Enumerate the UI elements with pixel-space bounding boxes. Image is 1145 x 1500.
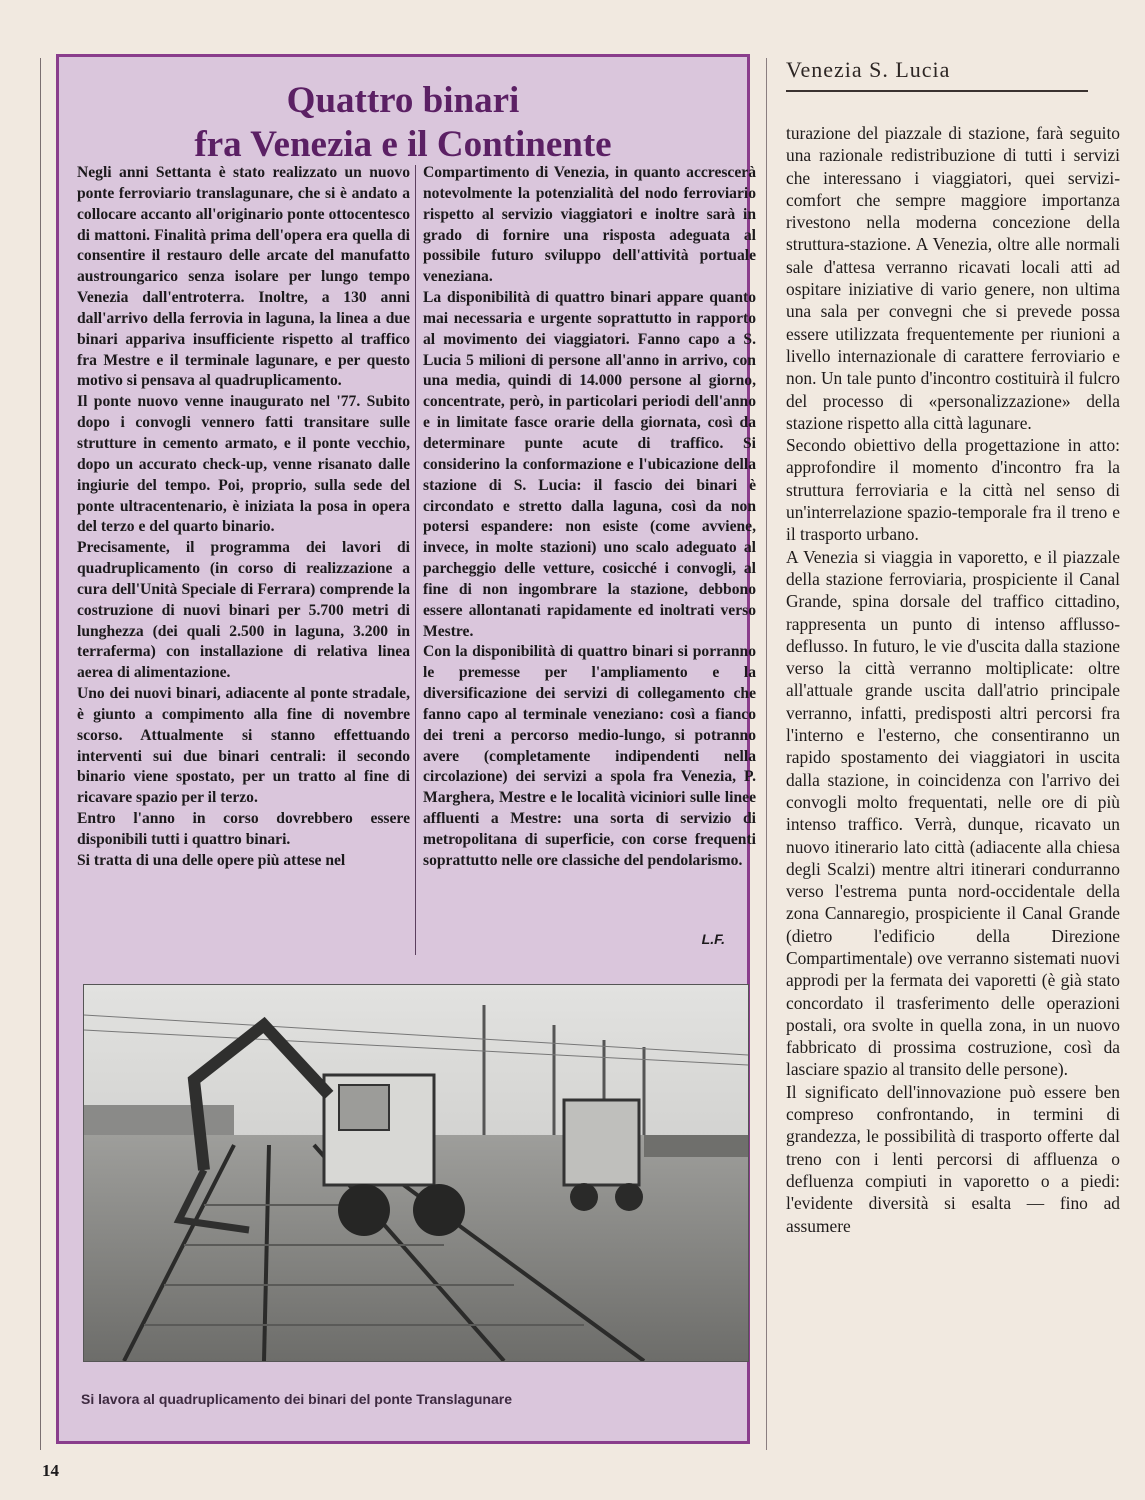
- feature-title-line-2: fra Venezia e il Continente: [194, 124, 612, 165]
- feature-paragraph: La disponibilità di quattro binari appare quanto mai necessaria e urgente soprattutto in rapporto al movimento dei viaggiatori. Fanno capo a S. Lucia 5 milioni di persone all'anno in arrivo, con una media, quindi di 14.000 persone al giorno, concentrate, però, in particolari periodi dell'anno e in limitate fasce orarie della giornata, così da determinare punte acute di traffico. Si considerino la conformazione e l'ubicazione della stazione di S. Lucia: il fascio dei binari è circondato e stretto dalla laguna, così da non potersi espandere: non esiste (come avviene, invece, in molte stazioni) uno scalo adeguato al parcheggio delle vetture, cosicché i convogli, al fine di non ingombrare la stazione, debbono essere allontanati rapidamente ed inoltrati verso Mestre.: [423, 289, 756, 640]
- feature-paragraph: Entro l'anno in corso dovrebbero essere disponibili tutti i quattro binari.: [77, 810, 410, 848]
- feature-column-divider: [415, 165, 416, 955]
- feature-paragraph: Con la disponibilità di quattro binari si porranno le premesse per l'ampliamento e la diversificazione dei servizi di collegamento che fanno capo al terminale veneziano: così a fianco dei treni a percorso medio-lungo, si potranno avere (completamente indipendenti nella circolazione) dei servizi a spola fra Venezia, P. Marghera, Mestre e le località viciniori sulle linee affluenti a Mestre: una sorta di servizio di metropolitana di superficie, con corse frequenti soprattutto nelle ore classiche del pendolarismo.: [423, 643, 756, 869]
- author-signature: L.F.: [701, 931, 725, 947]
- page-number: 14: [42, 1461, 59, 1480]
- feature-title: [59, 79, 747, 167]
- feature-title-line-1: Quattro binari: [286, 80, 520, 121]
- body-paragraph: A Venezia si viaggia in vaporetto, e il piazzale della stazione ferroviaria, prospiciente il Canal Grande, spina dorsale del traffico cittadino, rappresenta un punto di intenso afflusso-deflusso. In futuro, le vie d'uscita dalla stazione verso la città verranno moltiplicate: oltre all'attuale grande uscita dall'atrio principale verranno, infatti, predisposti altri percorsi fra l'interno e l'esterno, che consentiranno un rapido spostamento dei viaggiatori in uscita dalla stazione, in coincidenza con l'arrivo dei convogli molto frequentati, nelle ore di più intenso traffico. Verrà, dunque, ricavato un nuovo itinerario lato città (adiacente alla chiesa degli Scalzi) mentre altri itinerari condurranno verso l'estrema punta nord-occidentale della zona Cannaregio, prospiciente il Canal Grande (dietro l'edificio della Direzione Compartimentale) ove verranno sistemati nuovi approdi per la fermata dei vaporetti (è già stato concordato il trasferimento delle operazioni postali, ora svolte in quella zona, in un nuovo fabbricato di prossima costruzione, così da lasciare spazio al transito delle persone).: [786, 546, 1120, 1080]
- main-column: [786, 122, 1120, 1237]
- track-works-photo: [83, 984, 749, 1362]
- section-header-rule: [786, 90, 1088, 92]
- column-divider: [766, 58, 767, 1450]
- body-paragraph: turazione del piazzale di stazione, farà seguito una razionale redistribuzione di tutti i servizi che interessano i viaggiatori, quei servizi-comfort che sempre maggiore importanza rivestono nella moderna concezione della struttura-stazione. A Venezia, oltre alle normali sale d'attesa verranno ricavati locali atti ad ospitare iniziative di vario genere, non ultima una sala per convegni che si prevede possa essere utilizzata frequentemente per riunioni a livello internazionale di carattere ferroviario e non. Un tale punto d'incontro costituirà il fulcro del processo di «personalizzazione» della stazione rispetto alla città lagunare.: [786, 123, 1120, 433]
- feature-box: [56, 54, 756, 1444]
- left-margin-rule: [40, 58, 41, 1450]
- section-header: Venezia S. Lucia: [786, 57, 951, 82]
- body-paragraph: Secondo obiettivo della progettazione in atto: approfondire il momento d'incontro fra la struttura ferroviaria e la città nel senso di un'interrelazione spazio-temporale fra il treno e il trasporto urbano.: [786, 435, 1120, 545]
- feature-paragraph: Il ponte nuovo venne inaugurato nel '77. Subito dopo i convogli vennero fatti transitare sulle strutture in cemento armato, e il ponte vecchio, dopo un accurato check-up, venne risanato dalle ingiurie del tempo. Poi, proprio, sulla sede del ponte ultracentenario, è iniziata la posa in opera del terzo e del quarto binario.: [77, 393, 410, 536]
- feature-paragraph: Compartimento di Venezia, in quanto accrescerà notevolmente la potenzialità del nodo ferroviario rispetto al servizio viaggiatori e inoltre sarà in grado di fornire una risposta adeguata al possibile futuro sviluppo dell'attività portuale veneziana.: [423, 164, 756, 286]
- photo-caption: Si lavora al quadruplicamento dei binari del ponte Translagunare: [81, 1391, 512, 1407]
- feature-paragraph: Negli anni Settanta è stato realizzato un nuovo ponte ferroviario translagunare, che si è andato a collocare accanto all'originario ponte ottocentesco di mattoni. Finalità prima dell'opera era quella di consentire il restauro delle arcate del manufatto austroungarico senza isolare per lungo tempo Venezia dall'entroterra. Inoltre, a 130 anni dall'arrivo della ferrovia in laguna, la linea a due binari appariva insufficiente rispetto al traffico fra Mestre e il terminale lagunare, e per questo motivo si pensava al quadruplicamento.: [77, 164, 410, 390]
- feature-paragraph: Si tratta di una delle opere più attese nel: [77, 851, 346, 869]
- feature-paragraph: Precisamente, il programma dei lavori di quadruplicamento (in corso di realizzazione a cura dell'Unità Speciale di Ferrara) comprende la costruzione di nuovi binari per 5.700 metri di lunghezza (dei quali 2.500 in laguna, 3.200 in terraferma) con installazione di relativa linea aerea di alimentazione.: [77, 539, 410, 682]
- body-paragraph: Il significato dell'innovazione può essere ben compreso confrontando, in termini di grandezza, le possibilità di trasporto offerte dal treno con i lenti percorsi di affluenza o defluenza compiuti in vaporetto o a piedi: l'evidente diversità si esalta — fino ad assumere: [786, 1081, 1120, 1236]
- feature-paragraph: Uno dei nuovi binari, adiacente al ponte stradale, è giunto a compimento alla fine di novembre scorso. Attualmente si stanno effettuando interventi sui due binari centrali: il secondo binario viene spostato, per un tratto al fine di ricavare spazio per il terzo.: [77, 685, 410, 807]
- feature-column-1: [77, 163, 410, 872]
- feature-column-2: [423, 163, 756, 872]
